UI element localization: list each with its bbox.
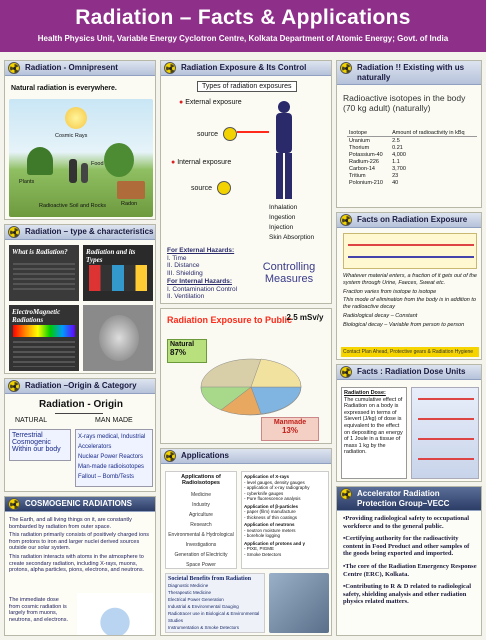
vecc-item: •Providing radiological safety to occupational workforce and to the general public. (343, 515, 470, 530)
person-figure (69, 159, 77, 183)
application-item: Application of X-rays (244, 474, 290, 479)
slide-title: ElectroMagnetic Radiations (12, 308, 61, 324)
exposure-route: Skin Absorption (269, 234, 315, 241)
hazard-item: II. Distance (167, 262, 200, 269)
panel-header: Applications (161, 449, 331, 464)
radiation-source-icon (217, 181, 231, 195)
internal-hazards-title: For Internal Hazards: (167, 278, 233, 285)
radiation-trefoil-icon (8, 380, 20, 392)
exposure-route: Inhalation (269, 204, 298, 211)
application-item: - Pure fluorescence analysis (244, 496, 301, 501)
person-figure (81, 163, 88, 183)
cosmic-shower-diagram (77, 593, 153, 635)
application-item: Application of protons and γ (244, 540, 305, 546)
table-row: Tritium 23 (349, 172, 399, 179)
slide-no-radiation-image (83, 305, 153, 371)
internal-exposure-label: ● Internal exposure (171, 159, 232, 166)
panel-facts-exposure (336, 212, 482, 360)
table-header: Amount of radioactivity in kBq (390, 129, 477, 137)
list-item: X-rays medical, Industrial (78, 434, 146, 440)
page-title: Radiation – Facts & Applications (75, 6, 411, 29)
tree-icon (104, 143, 134, 177)
slide-title: Radiation and its Types (86, 248, 136, 264)
list-item: Nuclear Power Reactors (78, 454, 144, 460)
manmade-label: Manmade (273, 419, 307, 426)
tree-icon (27, 147, 53, 175)
application-item: - borehole logging (244, 533, 281, 538)
hand-image (99, 315, 139, 361)
panel-applications (160, 448, 332, 636)
isotope-table (347, 129, 477, 186)
house-icon (117, 181, 145, 199)
panel-dose-units (336, 364, 482, 482)
em-spectrum-bar (13, 325, 75, 337)
radiation-trefoil-icon (164, 62, 176, 74)
table-header: Isotope (347, 129, 390, 137)
application-item: - neutron moisture meters (244, 527, 296, 533)
radiation-trefoil-icon (8, 498, 20, 510)
application-item: Application of neutrons (244, 522, 295, 527)
table-row: Polonium-210 40 (349, 179, 399, 186)
application-field: Space Power (186, 562, 216, 568)
measures-text: Measures (264, 273, 314, 285)
hazard-item: II. Ventilation (167, 293, 205, 300)
table-row: Carbon-14 3,700 (349, 165, 406, 172)
fact-bullet: Fraction varies from isotope to isotope (343, 288, 437, 295)
public-exposure-title: Radiation Exposure to Public (167, 315, 293, 325)
vecc-item: •Contributing to R & D related to radiological safety, shielding analysis and other radiation physics related matters. (343, 583, 471, 606)
natural-category-label: NATURAL (15, 417, 48, 424)
external-exposure-label: ● External exposure (179, 99, 242, 106)
elimination-diagram (343, 233, 477, 269)
panel-omnipresent (4, 60, 156, 220)
panel-header: Radiation Exposure & Its Control (161, 61, 331, 76)
natural-list (9, 429, 71, 461)
human-figure (273, 101, 295, 201)
application-item: - paper (film) manufacture (244, 509, 296, 514)
sun-icon (65, 107, 87, 129)
radiation-trefoil-icon (8, 226, 20, 238)
slide-radiation-types (83, 245, 153, 301)
source-label: source (191, 185, 213, 192)
hazard-item: I. Time (167, 254, 187, 262)
list-item: Within our body (12, 446, 61, 453)
panel-header: Radiation – type & characteristics (5, 225, 155, 240)
panel-header: Accelerator Radiation Protection Group–VECC (337, 487, 481, 511)
application-item: - cyberknife gauges (244, 490, 284, 496)
label-cosmic-rays: Cosmic Rays (55, 133, 88, 139)
slide-what-is-radiation (9, 245, 79, 301)
slide-text-lines (13, 263, 75, 293)
application-field: Industry (192, 502, 210, 508)
slide-electromagnetic (9, 305, 79, 371)
fact-bullet: Radiological decay – Constant (343, 312, 418, 319)
benefit-item: Therapeutic Medicine (168, 590, 212, 595)
application-field: Medicine (190, 492, 211, 498)
benefits-title: Societal Benefits from Radiation (168, 576, 252, 582)
hazard-item: I. Contamination Control (167, 285, 238, 293)
panel-cosmogenic (4, 496, 156, 636)
omnipresent-text: Natural radiation is everywhere. (11, 85, 117, 92)
origin-connector (55, 413, 103, 423)
cosmogenic-paragraph: The Earth, and all living things on it, are constantly bombarded by radiation from outer space. (9, 517, 132, 530)
exposure-route: Injection (269, 224, 294, 231)
natural-label: Natural (170, 341, 195, 348)
medical-equipment-photo (269, 573, 329, 633)
protection-footer: Contact Plan Ahead, Protective gears & Radiation Hygiene (341, 347, 479, 357)
list-item: Man-made radioisotopes (78, 464, 145, 470)
panel-header: Radiation –Origin & Category (5, 379, 155, 394)
label-soil: Radioactive Soil and Rocks (39, 203, 106, 209)
dose-units-diagram (411, 387, 479, 479)
application-field: Research (190, 522, 212, 528)
table-row: Thorium 0.21 (349, 144, 403, 151)
fact-bullet: This mode of elimination from the body is in addition to the radioactive decay (343, 297, 476, 311)
table-header-row (347, 129, 477, 137)
application-item: - PIXE, PIGME (244, 546, 275, 551)
application-item: Application of β-particles (244, 503, 299, 509)
radiation-trefoil-icon (340, 488, 352, 500)
panel-natural-existing (336, 60, 482, 208)
panel-public-exposure (160, 308, 332, 444)
application-field: Environmental & Hydrological Investigations (168, 532, 234, 548)
panel-header: Facts on Radiation Exposure (337, 213, 481, 228)
dose-box-title: Radiation Dose: (344, 390, 386, 396)
exposure-types-title: Types of radiation exposures (197, 81, 297, 92)
slide-text-lines (13, 341, 75, 367)
list-item: Accelerators (78, 444, 112, 450)
application-field: Generation of Electricity (174, 552, 228, 558)
radiation-trefoil-icon (340, 366, 352, 378)
radiation-trefoil-icon (340, 62, 352, 74)
natural-percentage: 87% (170, 348, 187, 357)
vecc-item: •Certifying authority for the radioactivity content in Food Product and other samples of the goods being exported and imported. (343, 535, 470, 558)
cosmogenic-paragraph: This radiation interacts with atoms in the atmosphere to create secondary radiation, including X-rays, muons, protons, alpha particles, pions, electrons, and neutrons. (9, 553, 145, 574)
application-item: - application of x-ray radiography (244, 485, 310, 490)
table-row: Potassium-40 4,000 (349, 151, 406, 158)
benefit-item: Radiotracer use in Biological & Environmental Studies (168, 611, 260, 623)
list-item: Fallout – Bomb/Tests (78, 474, 135, 480)
label-radon: Radon (121, 201, 138, 207)
manmade-category-label: MAN MADE (95, 417, 133, 424)
panel-exposure-control (160, 60, 332, 304)
panel-header: Radiation - Omnipresent (5, 61, 155, 76)
manmade-box (261, 417, 319, 441)
radiation-trefoil-icon (8, 62, 20, 74)
panel-header: Facts : Radiation Dose Units (337, 365, 481, 380)
application-item: - Smoke Detectors (244, 551, 282, 557)
table-row: Uranium 2.5 (349, 137, 400, 144)
applications-chart-title: Applications of Radioisotopes (181, 474, 221, 486)
benefit-item: Industrial & Environmental Gauging (168, 604, 239, 609)
panel-type-characteristics (4, 224, 156, 374)
manmade-percentage: 13% (281, 426, 298, 435)
exposure-route: Ingestion (269, 214, 296, 221)
label-plants: Plants (19, 179, 35, 185)
benefit-item: Electrical Power Generation (168, 597, 224, 602)
public-dose-value: 2.5 mSv/y (286, 313, 324, 322)
slide-title: What is Radiation? (12, 248, 68, 256)
panel-header: COSMOGENIC RADIATIONS (5, 497, 155, 512)
external-hazards-title: For External Hazards: (167, 247, 235, 254)
fact-bullet: Biological decay – Variable from person to person (343, 321, 465, 328)
panel-group-vecc (336, 486, 482, 636)
benefit-item: Diagnostic Medicine (168, 583, 209, 588)
fact-bullet: Whatever material enters, a fraction of it gets out of the system through Urine, Faeces, Sweat etc. (343, 273, 477, 286)
natural-radiation-illustration (9, 99, 153, 217)
benefit-item: Instrumentation & Smoke Detectors (168, 625, 240, 630)
radiation-types-diagram (89, 265, 147, 291)
radiation-trefoil-icon (340, 214, 352, 226)
vecc-item: •The core of the Radiation Emergency Response Centre (ERC), Kolkata. (343, 562, 477, 578)
application-item: - level gauges, density gauges (244, 479, 305, 485)
cosmogenic-paragraph: This radiation primarily consists of positively charged ions from protons to iron and larger nuclei derived sources outside our solar system. (9, 532, 150, 552)
panel-origin-category (4, 378, 156, 492)
controlling-text: Controlling (262, 261, 316, 273)
panel-header: Radiation !! Existing with us naturally (337, 61, 481, 85)
application-field: Agriculture (189, 512, 213, 518)
public-exposure-pie-chart (191, 339, 321, 425)
body-isotopes-text: Radioactive isotopes in the body (70 kg adult) (naturally) (343, 93, 466, 113)
list-item: Cosmogenic (12, 439, 51, 446)
list-item: Terrestrial (12, 432, 43, 439)
application-item: - thickness of thin coatings (244, 514, 298, 520)
cosmogenic-paragraph: The immediate dose from cosmic radiation is largely from muons, neutrons, and electrons. (9, 597, 69, 623)
hazard-item: III. Shielding (167, 269, 203, 277)
dose-box-text: The cumulative effect of Radiation on a body is expressed in terms of Sievert (J/kg) of dose is equivalent to the effect on depositing an energy of 1 Joule in a tissue of mass 1 kg by the radiation. (344, 396, 403, 456)
page-subtitle: Health Physics Unit, Variable Energy Cyclotron Centre, Kolkata Department of Atomic Energy; Govt. of India (37, 34, 449, 43)
header-banner (0, 0, 486, 52)
source-label: source (197, 131, 219, 138)
radiation-trefoil-icon (164, 450, 176, 462)
exposure-arrow (237, 131, 269, 133)
radiation-source-icon (223, 127, 237, 141)
table-row: Radium-226 1.1 (349, 158, 400, 165)
manmade-list (75, 429, 153, 487)
origin-title: Radiation - Origin (39, 399, 123, 410)
label-food: Food (91, 161, 104, 167)
